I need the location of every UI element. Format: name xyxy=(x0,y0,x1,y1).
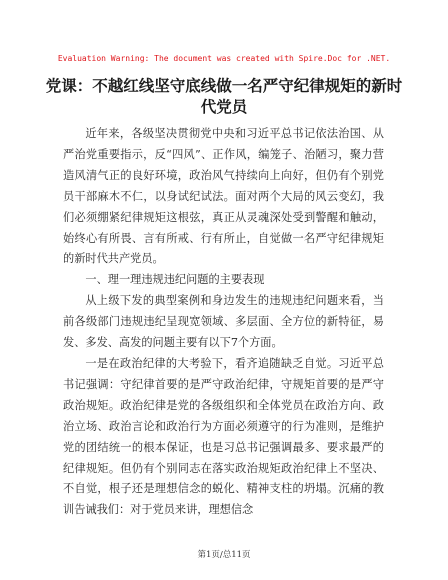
page-footer: 第1页/总11页 xyxy=(197,550,251,560)
paragraph-intro: 近年来，各级坚决贯彻党中央和习近平总书记依法治国、从严治党重要指示，反“四风”、正作风，编笼子、治陋习，聚力营造风清气正的良好环境，政治风气持续向上向好，但仍有个别党员干部麻木不仁，以身试纪试法。面对两个大局的风云变幻，我们必须绷紧纪律规矩这根弦，真正从灵魂深处受到警醒和触动，始终心有所畏、言有所戒、行有所止，自觉做一名严守纪律规矩的新时代共产党员。 xyxy=(63,127,384,266)
document-body xyxy=(63,124,384,521)
evaluation-warning: Evaluation Warning: The document was created with Spire.Doc for .NET. xyxy=(57,54,391,63)
section-heading: 一、理一理违规违纪问题的主要表现 xyxy=(85,273,265,287)
document-title: 党课：不越红线坚守底线做一名严守纪律规矩的新时代党员 xyxy=(45,77,403,116)
paragraph-overview: 从上级下发的典型案例和身边发生的违规违纪问题来看，当前各级部门违规违纪呈现宽领域、多层面、全方位的新特征，易发、多发、高发的问题主要有以下7个方面。 xyxy=(63,294,384,350)
paragraph-point-one: 一是在政治纪律的大考验下，看齐追随缺乏自觉。习近平总书记强调：守纪律首要的是严守政治纪律，守规矩首要的是严守政治规矩。政治纪律是党的各级组织和全体党员在政治方向、政治立场、政治言论和政治行为方面必须遵守的行为准则，是维护党的团结统一的根本保证，也是习总书记强调最多、要求最严的纪律规矩。但仍有个别同志在落实政治规矩政治纪律上不坚决、不自觉，根子还是理想信念的蜕化、精神支柱的坍塌。沉痛的教训告诫我们：对于党员来讲，理想信念 xyxy=(63,356,384,517)
